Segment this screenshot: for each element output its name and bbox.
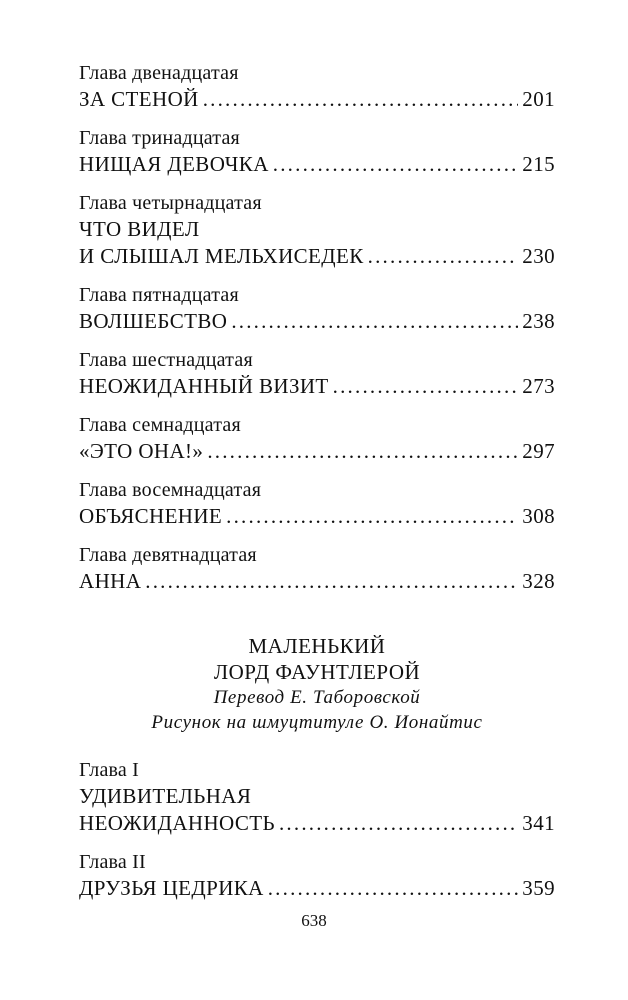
chapter-title: И СЛЫШАЛ МЕЛЬХИСЕДЕК — [79, 244, 364, 268]
page-reference: 230 — [522, 244, 555, 268]
page-reference: 341 — [522, 811, 555, 835]
chapter-title: ЗА СТЕНОЙ — [79, 87, 199, 111]
chapter-title: ВОЛШЕБСТВО — [79, 309, 228, 333]
page-reference: 238 — [522, 309, 555, 333]
toc-entry — [79, 347, 555, 400]
chapter-title-row — [79, 308, 555, 335]
toc-entry — [79, 757, 555, 837]
chapter-title: «ЭТО ОНА!» — [79, 439, 204, 463]
chapter-label: Глава II — [79, 851, 146, 873]
page-reference: 359 — [522, 876, 555, 900]
toc-entry — [79, 412, 555, 465]
dot-leader — [203, 86, 519, 113]
translator-credit: Перевод Е. Таборовской — [213, 687, 421, 708]
chapter-title-row — [79, 151, 555, 178]
chapter-title-line: УДИВИТЕЛЬНАЯ — [79, 784, 252, 808]
toc-entry — [79, 282, 555, 335]
chapter-label: Глава восемнадцатая — [79, 479, 262, 501]
chapter-title-row — [79, 568, 555, 595]
page-reference: 215 — [522, 152, 555, 176]
toc-list-second — [79, 757, 555, 902]
chapter-label: Глава двенадцатая — [79, 62, 239, 84]
dot-leader — [231, 308, 518, 335]
dot-leader — [207, 438, 518, 465]
section-title-line-2: ЛОРД ФАУНТЛЕРОЙ — [213, 660, 421, 684]
chapter-label: Глава I — [79, 759, 140, 781]
section-title-line-1: МАЛЕНЬКИЙ — [248, 634, 386, 658]
dot-leader — [273, 151, 519, 178]
chapter-label: Глава семнадцатая — [79, 414, 241, 436]
dot-leader — [145, 568, 518, 595]
section-heading — [79, 633, 555, 735]
illustrator-credit: Рисунок на шмуцтитуле О. Ионайтис — [151, 712, 483, 733]
chapter-title-row — [79, 810, 555, 837]
chapter-label: Глава тринадцатая — [79, 127, 240, 149]
dot-leader — [279, 810, 518, 837]
chapter-title: НЕОЖИДАННОСТЬ — [79, 811, 275, 835]
chapter-title: ДРУЗЬЯ ЦЕДРИКА — [79, 876, 264, 900]
page-reference: 297 — [522, 439, 555, 463]
contents-page — [79, 60, 555, 914]
page-reference: 273 — [522, 374, 555, 398]
toc-entry — [79, 125, 555, 178]
page-reference: 328 — [522, 569, 555, 593]
chapter-title-line: ЧТО ВИДЕЛ — [79, 217, 200, 241]
toc-entry — [79, 542, 555, 595]
chapter-title-row — [79, 243, 555, 270]
page-reference: 308 — [522, 504, 555, 528]
dot-leader — [268, 875, 519, 902]
toc-entry — [79, 477, 555, 530]
chapter-title-row — [79, 373, 555, 400]
chapter-title-row — [79, 86, 555, 113]
chapter-title-row — [79, 503, 555, 530]
page-reference: 201 — [522, 87, 555, 111]
chapter-title: АННА — [79, 569, 142, 593]
toc-list — [79, 60, 555, 595]
chapter-title: НИЩАЯ ДЕВОЧКА — [79, 152, 269, 176]
toc-entry — [79, 60, 555, 113]
chapter-title-row — [79, 438, 555, 465]
dot-leader — [333, 373, 519, 400]
page-number: 638 — [301, 911, 327, 930]
chapter-label: Глава пятнадцатая — [79, 284, 239, 306]
chapter-title: НЕОЖИДАННЫЙ ВИЗИТ — [79, 374, 329, 398]
chapter-label: Глава девятнадцатая — [79, 544, 257, 566]
dot-leader — [226, 503, 518, 530]
chapter-title: ОБЪЯСНЕНИЕ — [79, 504, 223, 528]
chapter-title-row — [79, 875, 555, 902]
chapter-label: Глава четырнадцатая — [79, 192, 262, 214]
toc-entry — [79, 190, 555, 270]
chapter-label: Глава шестнадцатая — [79, 349, 253, 371]
toc-entry — [79, 849, 555, 902]
dot-leader — [368, 243, 519, 270]
